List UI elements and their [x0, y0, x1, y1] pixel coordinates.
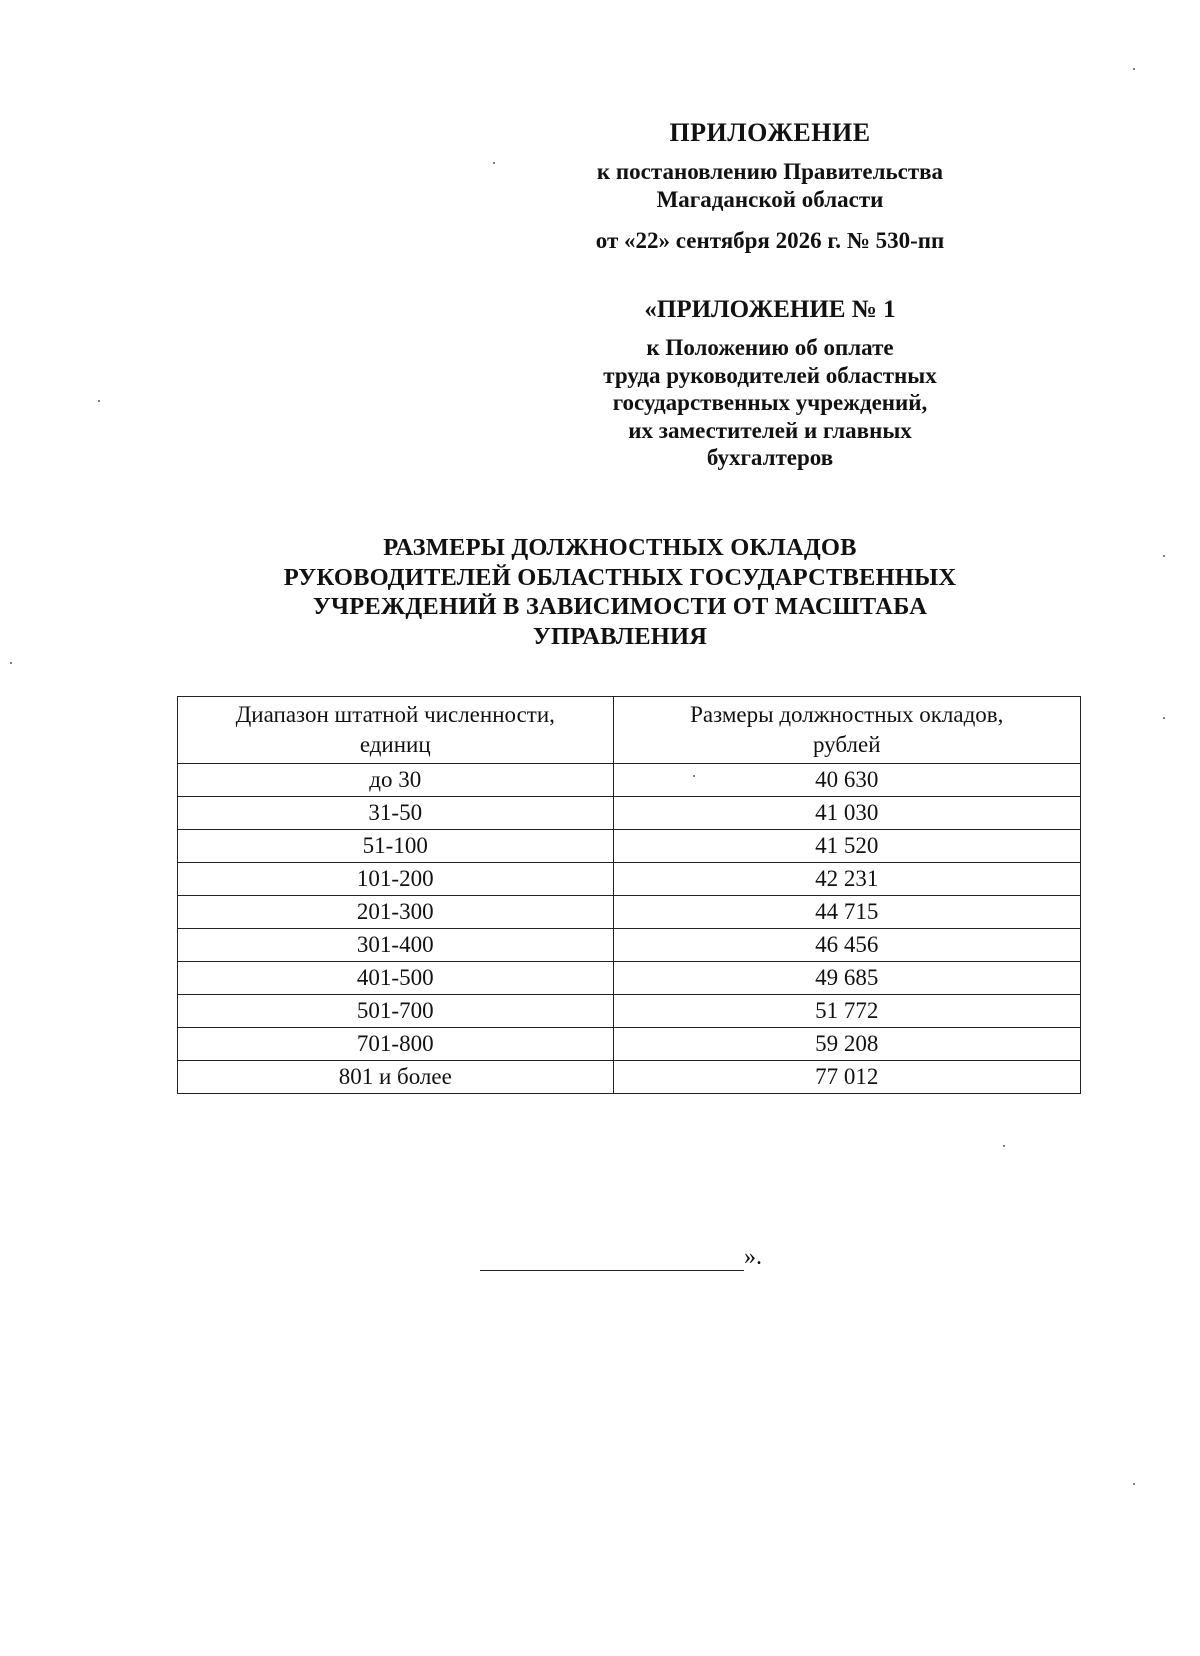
annex-reference-line: к Положению об оплате — [646, 335, 894, 360]
table-row — [178, 929, 1081, 962]
staff-range-cell: 201-300 — [178, 896, 614, 929]
closing-underline — [480, 1244, 744, 1271]
staff-range-cell: 701-800 — [178, 1028, 614, 1061]
salary-cell: 59 208 — [613, 1028, 1080, 1061]
appendix-title: ПРИЛОЖЕНИЕ — [669, 118, 871, 147]
header-line: Диапазон штатной численности, — [235, 702, 555, 727]
salary-cell: 51 772 — [613, 995, 1080, 1028]
salary-cell: 40 630 — [613, 764, 1080, 797]
header-line: Размеры должностных окладов, — [690, 702, 1004, 727]
salary-cell: 49 685 — [613, 962, 1080, 995]
staff-range-cell: до 30 — [178, 764, 614, 797]
staff-range-cell: 51-100 — [178, 830, 614, 863]
table-row — [178, 797, 1081, 830]
staff-range-cell: 801 и более — [178, 1061, 614, 1094]
heading-line: УЧРЕЖДЕНИЙ В ЗАВИСИМОСТИ ОТ МАСШТАБА — [312, 593, 928, 620]
document-heading — [200, 533, 1040, 651]
staff-range-cell: 401-500 — [178, 962, 614, 995]
annex-reference-line: их заместителей и главных — [628, 417, 912, 443]
staff-range-cell: 31-50 — [178, 797, 614, 830]
table-row — [178, 830, 1081, 863]
appendix-reference — [530, 158, 1010, 214]
salary-cell: 44 715 — [613, 896, 1080, 929]
table-row — [178, 962, 1081, 995]
table-row — [178, 1028, 1081, 1061]
salary-cell: 42 231 — [613, 863, 1080, 896]
staff-range-cell: 501-700 — [178, 995, 614, 1028]
annex-reference-line: бухгалтеров — [706, 445, 834, 470]
appendix-reference-line: Магаданской области — [656, 187, 884, 212]
salary-cell: 41 520 — [613, 830, 1080, 863]
salary-cell: 46 456 — [613, 929, 1080, 962]
annex-reference — [520, 334, 1020, 472]
annex-reference-line: труда руководителей областных — [603, 362, 937, 388]
annex-title: «ПРИЛОЖЕНИЕ № 1 — [644, 296, 896, 323]
header-staff-range — [178, 697, 614, 764]
scan-speck — [1133, 1483, 1135, 1485]
table-row — [178, 764, 1081, 797]
scan-speck — [1133, 68, 1135, 70]
appendix-date: от «22» сентября 2026 г. № 530-пп — [595, 228, 945, 253]
scan-speck — [1003, 1145, 1005, 1147]
scan-speck — [98, 400, 100, 402]
scan-speck — [493, 162, 495, 164]
salary-cell: 41 030 — [613, 797, 1080, 830]
table-row — [178, 896, 1081, 929]
table-header-row — [178, 697, 1081, 764]
appendix-reference-line: к постановлению Правительства — [596, 159, 944, 184]
header-line: рублей — [812, 732, 881, 757]
scan-speck — [10, 662, 12, 664]
heading-line: УПРАВЛЕНИЯ — [532, 622, 708, 650]
closing-quote: ». — [744, 1244, 762, 1270]
staff-range-cell: 101-200 — [178, 863, 614, 896]
header-line: единиц — [359, 732, 431, 757]
annex-reference-line: государственных учреждений, — [612, 390, 928, 415]
staff-range-cell: 301-400 — [178, 929, 614, 962]
salary-cell: 77 012 — [613, 1061, 1080, 1094]
scan-speck — [1163, 717, 1165, 719]
scan-speck — [693, 775, 695, 777]
salary-table — [177, 696, 1081, 1094]
heading-line: РАЗМЕРЫ ДОЛЖНОСТНЫХ ОКЛАДОВ — [383, 534, 857, 561]
table-row — [178, 1061, 1081, 1094]
closing-mark — [480, 1244, 762, 1271]
heading-line: РУКОВОДИТЕЛЕЙ ОБЛАСТНЫХ ГОСУДАРСТВЕННЫХ — [283, 563, 957, 591]
table-row — [178, 995, 1081, 1028]
table-row — [178, 863, 1081, 896]
header-salary — [613, 697, 1080, 764]
scan-speck — [1163, 555, 1165, 557]
